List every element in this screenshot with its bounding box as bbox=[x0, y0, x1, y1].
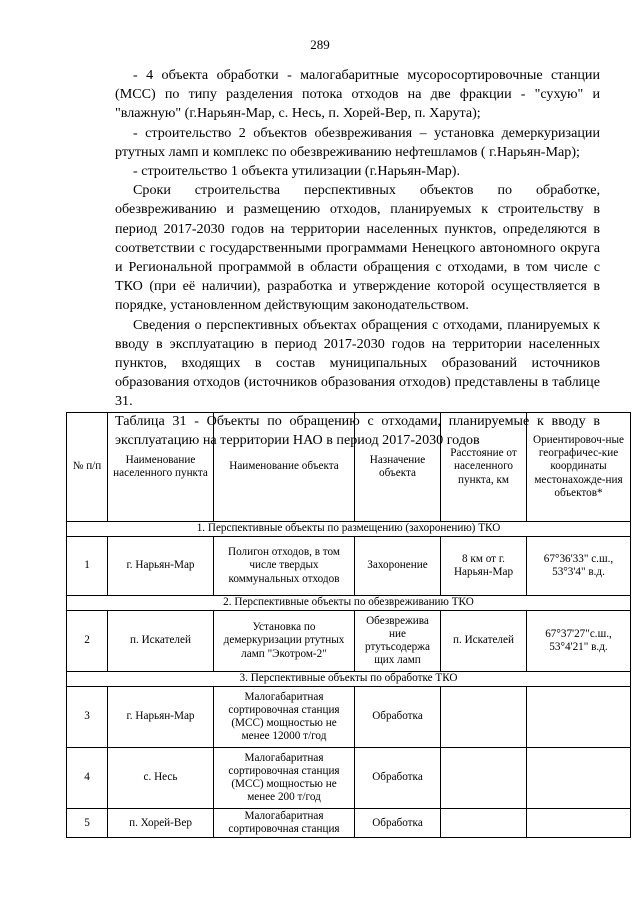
cell-coords bbox=[527, 809, 631, 838]
cell-settlement: п. Искателей bbox=[108, 611, 214, 672]
cell-coords: 67°37'27"с.ш., 53°4'21" в.д. bbox=[527, 611, 631, 672]
header-coords: Ориентировоч-ные географичес-кие координаты местонахожде-ния объектов* bbox=[527, 413, 631, 522]
section-row bbox=[67, 672, 631, 687]
cell-purpose: Обезврежива ние ртутьсодержа щих ламп bbox=[355, 611, 441, 672]
cell-purpose: Обработка bbox=[355, 687, 441, 748]
cell-distance: 8 км от г. Нарьян-Мар bbox=[441, 537, 527, 596]
cell-distance: п. Искателей bbox=[441, 611, 527, 672]
table-row bbox=[67, 687, 631, 748]
page-number: 289 bbox=[310, 37, 330, 52]
paragraph-construction-terms: Сроки строительства перспективных объектов по обработке, обезвреживанию и размещению отходов, планируемых к строительству в период 2017-2030 годов на территории населенных пунктов, определяются в соответствии с государственными программами Ненецкого автономного округа и Региональной программой в области обращения с отходами, в том числе с ТКО (при её наличии), разработка и утверждение которой осуществляется в порядке, установленном действующим законодательством. bbox=[115, 182, 600, 314]
cell-object: Малогабаритная сортировочная станция (МСС) мощностью не менее 200 т/год bbox=[214, 748, 355, 809]
header-object: Наименование объекта bbox=[214, 413, 355, 522]
paragraph-table-reference: Сведения о перспективных объектах обращения с отходами, планируемых к вводу в эксплуатацию в период 2017-2030 годов на территории населенных пунктов, входящих в состав муниципальных образований источников образования отходов (источников образования отходов) представлены в таблице 31. bbox=[115, 316, 600, 410]
cell-settlement: с. Несь bbox=[108, 748, 214, 809]
objects-table bbox=[66, 412, 631, 838]
cell-num: 5 bbox=[67, 809, 108, 838]
cell-coords: 67°36'33" с.ш., 53°3'4" в.д. bbox=[527, 537, 631, 596]
cell-object: Малогабаритная сортировочная станция bbox=[214, 809, 355, 838]
section-title: 2. Перспективные объекты по обезвреживанию ТКО bbox=[67, 596, 631, 611]
header-settlement: Наименование населенного пункта bbox=[108, 413, 214, 522]
section-title: 3. Перспективные объекты по обработке ТКО bbox=[67, 672, 631, 687]
cell-purpose: Обработка bbox=[355, 809, 441, 838]
section-row bbox=[67, 596, 631, 611]
table-row bbox=[67, 611, 631, 672]
paragraph-bullet-utilization: - строительство 1 объекта утилизации (г.Нарьян-Мар). bbox=[133, 163, 460, 180]
cell-distance bbox=[441, 809, 527, 838]
header-distance: Расстояние от населенного пункта, км bbox=[441, 413, 527, 522]
cell-settlement: г. Нарьян-Мар bbox=[108, 537, 214, 596]
paragraph-bullet-processing: - 4 объекта обработки - малогабаритные мусоросортировочные станции (МСС) по типу разделения потока отходов на две фракции - "сухую" и "влажную" (г.Нарьян-Мар, с. Несь, п. Хорей-Вер, п. Харута); bbox=[115, 67, 600, 122]
section-row bbox=[67, 522, 631, 537]
cell-object: Полигон отходов, в том числе твердых коммунальных отходов bbox=[214, 537, 355, 596]
cell-distance bbox=[441, 687, 527, 748]
paragraph-bullet-neutralization: - строительство 2 объектов обезвреживания – установка демеркуризации ртутных ламп и комплекс по обезвреживанию нефтешламов ( г.Нарьян-Мар); bbox=[115, 124, 600, 160]
cell-num: 4 bbox=[67, 748, 108, 809]
cell-coords bbox=[527, 748, 631, 809]
cell-num: 1 bbox=[67, 537, 108, 596]
cell-object: Малогабаритная сортировочная станция (МСС) мощностью не менее 12000 т/год bbox=[214, 687, 355, 748]
cell-distance bbox=[441, 748, 527, 809]
section-title: 1. Перспективные объекты по размещению (захоронению) ТКО bbox=[67, 522, 631, 537]
header-purpose: Назначение объекта bbox=[355, 413, 441, 522]
table-caption: Таблица 31 - Объекты по обращению с отходами, планируемые к вводу в эксплуатацию на территории НАО в период 2017-2030 годов bbox=[115, 412, 600, 448]
cell-coords bbox=[527, 687, 631, 748]
header-num: № п/п bbox=[67, 413, 108, 522]
cell-num: 3 bbox=[67, 687, 108, 748]
cell-object: Установка по демеркуризации ртутных ламп "Экотром-2" bbox=[214, 611, 355, 672]
table-row bbox=[67, 809, 631, 838]
body-text bbox=[115, 66, 600, 450]
cell-settlement: г. Нарьян-Мар bbox=[108, 687, 214, 748]
cell-num: 2 bbox=[67, 611, 108, 672]
table-row bbox=[67, 537, 631, 596]
table-row bbox=[67, 748, 631, 809]
table-header-row bbox=[67, 413, 631, 522]
cell-purpose: Захоронение bbox=[355, 537, 441, 596]
cell-settlement: п. Хорей-Вер bbox=[108, 809, 214, 838]
cell-purpose: Обработка bbox=[355, 748, 441, 809]
